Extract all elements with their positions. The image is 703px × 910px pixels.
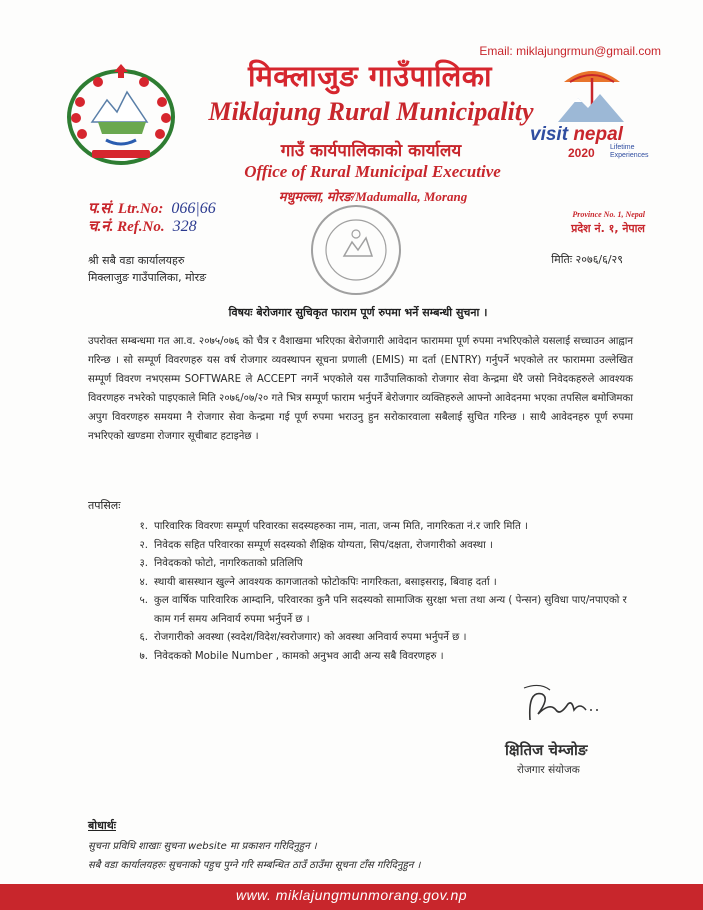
letter-body: उपरोक्त सम्बन्धमा गत आ.व. २०७५/०७६ को चैत्र र वैशाखमा भरिएका बेरोजगारी आवेदान फाराममा पूर्ण रुपमा नभरिएकोले यसलाई सच्चाउन आह्वान गरिन्छ । सो सम्पूर्ण विवरणहरु यस वर्ष रोजगार व्यवस्थापन सूचना प्रणाली (EMIS) मा दर्ता (ENTRY) गर्नुपर्ने भएकोले तर फाराममा उल्लेखित सम्पूर्ण विवरण नभएसम्म SOFTWARE ले ACCEPT नगर्ने भएकोले यस गाउँपालिकाको रोजगार सेवा केन्द्रमा धेरै जसो निवेदकहरुले आवश्यक विवरणहरु नभरेको पाइएकाले मिति २०७६/०७/२० गते भित्र सम्पूर्ण फाराम भर्नुपर्ने बेरोजगार व्यक्तिहरुले आफ्नो आवेदनमा भएका तपसिल बमोजिमका अपुग विवरणहरु समयमा नै रोजगार सेवा केन्द्रमा गई पूर्ण रुपमा भराउनु हुन सरोकारवाला सबैलाई सुचित गरिन्छ । साथै आवेदनहरु पूर्ण रुपमा नभरिएको खण्डमा रोजगार सूचीबाट हटाइनेछ ।	[88, 336, 633, 442]
details-label: तपसिलः	[88, 499, 121, 512]
letter-date: मितिः २०७६/६/२९	[551, 253, 623, 266]
list-item-text: निवेदकको Mobile Number , कामको अनुभव आदी अन्य सबै विवरणहरु ।	[154, 650, 444, 662]
details-list	[120, 518, 630, 666]
reference-number-value: 328	[172, 218, 197, 235]
letter-number-label: प.सं. Ltr.No:	[88, 201, 164, 217]
letter-number	[88, 198, 216, 218]
list-item	[120, 629, 630, 648]
list-item	[120, 555, 630, 574]
signer-title: रोजगार संयोजक	[517, 764, 580, 776]
umbrella-mountain-icon	[552, 64, 632, 126]
cc-heading: बोधार्थः	[88, 819, 116, 832]
reference-number	[88, 216, 197, 236]
list-item-number: ३.	[139, 558, 148, 569]
province-english: Province No. 1, Nepal	[572, 210, 645, 219]
list-item	[120, 574, 630, 593]
reference-number-label: च.नं. Ref.No.	[88, 219, 165, 235]
signer-name: क्षितिज चेम्जोङ	[505, 741, 588, 759]
nepal-word: nepal	[573, 124, 623, 145]
list-item-number: ६.	[139, 632, 148, 643]
visit-nepal-logo	[530, 64, 660, 169]
list-item	[120, 592, 630, 629]
list-item-text: स्थायी बासस्थान खुल्ने आवश्यक कागजातको फोटोकपिः नागरिकता, बसाइसराइ, बिवाह दर्ता ।	[154, 576, 497, 588]
email-address: Email: miklajungrmun@gmail.com	[479, 44, 661, 58]
list-item-number: ५.	[139, 595, 148, 606]
province-nepali: प्रदेश नं. १, नेपाल	[571, 222, 645, 235]
municipality-title-nepali: मिक्लाजुङ गाउँपालिका	[247, 59, 493, 93]
footer-website: www. miklajungmunmorang.gov.np	[235, 887, 468, 903]
list-item-text: निवेदकको फोटो, नागरिकताको प्रतिलिपि	[154, 558, 303, 569]
list-item-text: निवेदक सहित परिवारका सम्पूर्ण सदस्यको शैक्षिक योग्यता, सिप/दक्षता, रोजगारीको अवस्था ।	[154, 539, 493, 551]
tagline-line2: Experiences	[610, 152, 649, 159]
list-item-number: १.	[139, 521, 148, 532]
visit-nepal-year: 2020	[568, 146, 595, 160]
office-title-english: Office of Rural Municipal Executive	[244, 162, 501, 181]
visit-word: visit	[530, 124, 569, 145]
list-item-text: रोजगारीको अवस्था (स्वदेश/विदेश/स्वरोजगार) को अवस्था अनिवार्य रुपमा भर्नुपर्ने छ ।	[154, 632, 467, 643]
list-item	[120, 648, 630, 667]
list-item-number: २.	[139, 539, 148, 551]
list-item-number: ४.	[139, 576, 148, 588]
nepal-emblem-icon	[62, 62, 180, 168]
letter-number-value: 066|66	[171, 200, 216, 217]
visit-nepal-tagline	[610, 144, 649, 160]
visit-nepal-text	[530, 124, 623, 146]
recipient-line2: मिक्लाजुङ गाउँपालिका, मोरङ	[88, 271, 207, 284]
list-item-text: कुल वार्षिक पारिवारिक आम्दानि, परिवारका कुनै पनि सदस्यको सामाजिक सुरक्षा भत्ता तथा अन्य ( पेन्सन) सुविधा पाए/नपाएको र काम गर्न समय अनिवार्य रुपमा भर्नुपर्ने छ ।	[154, 595, 627, 625]
list-item	[120, 518, 630, 537]
recipient-address	[88, 252, 206, 286]
list-item-text: पारिवारिक विवरणः सम्पूर्ण परिवारका सदस्यहरुका नाम, नाता, जन्म मिति, नागरिकता नं.र जारि मिति ।	[154, 521, 528, 532]
signature-icon	[520, 680, 610, 730]
cc-line-2: सबै वडा कार्यालयहरुः सुचनाको पहुच पुग्ने गरि सम्बन्धित ठाउँ ठाउँमा सूचना टाँस गरिदिनुहुन ।	[88, 860, 421, 871]
office-stamp-icon	[306, 200, 406, 300]
municipality-title-english: Miklajung Rural Municipality	[208, 97, 534, 126]
list-item-number: ७.	[139, 650, 148, 662]
tagline-line1: Lifetime	[610, 144, 635, 151]
cc-line-1: सुचना प्रविधि शाखाः सुचना website मा प्रकाशन गरिदिनुहुन ।	[88, 841, 317, 852]
office-title-nepali: गाउँ कार्यपालिकाको कार्यालय	[280, 141, 462, 161]
list-item	[120, 537, 630, 556]
letter-subject: विषयः बेरोजगार सुचिकृत फाराम पूर्ण रुपमा भर्ने सम्बन्धी सुचना ।	[228, 306, 488, 319]
office-address: मधुमल्ला, मोरङ/Madumalla, Morang	[278, 189, 468, 204]
recipient-line1: श्री सबै वडा कार्यालयहरु	[88, 254, 185, 267]
